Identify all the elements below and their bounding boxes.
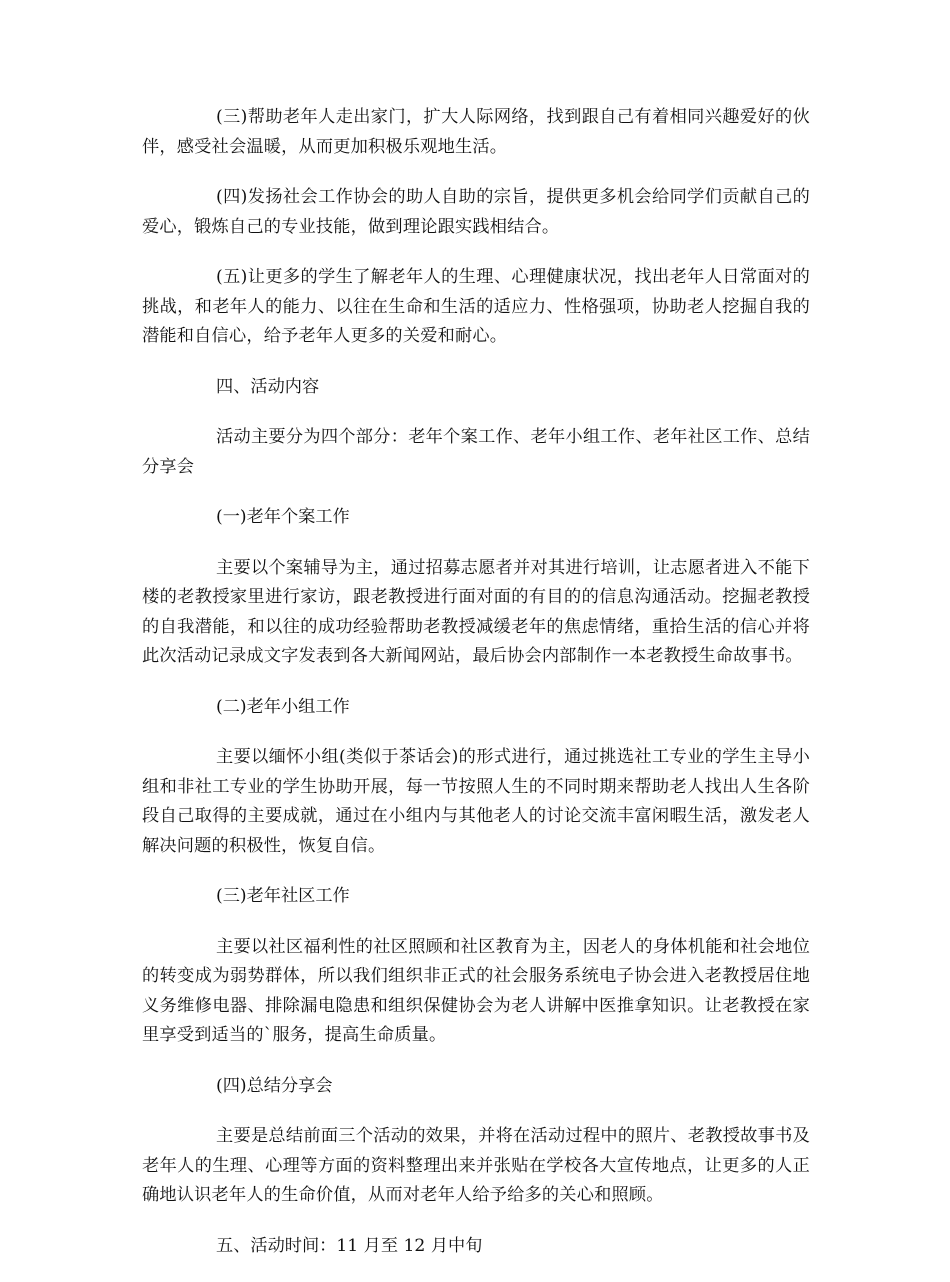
goal-3-paragraph: (三)帮助老年人走出家门，扩大人际网络，找到跟自己有着相同兴趣爱好的伙伴，感受社会温暖，从而更加积极乐观地生活。: [142, 107, 810, 157]
goal-4-paragraph: (四)发扬社会工作协会的助人自助的宗旨，提供更多机会给同学们贡献自己的爱心，锻炼自己的专业技能，做到理论跟实践相结合。: [142, 187, 810, 237]
subsection-2-paragraph: 主要以缅怀小组(类似于茶话会)的形式进行，通过挑选社工专业的学生主导小组和非社工专业的学生协助开展，每一节按照人生的不同时期来帮助老人找出人生各阶段自己取得的主要成就，通过在小组内与其他老人的讨论交流丰富闲暇生活，激发老人解决问题的积极性，恢复自信。: [142, 747, 810, 856]
subsection-3-paragraph: 主要以社区福利性的社区照顾和社区教育为主，因老人的身体机能和社会地位的转变成为弱势群体，所以我们组织非正式的社会服务系统电子协会进入老教授居住地义务维修电器、排除漏电隐患和组织保健协会为老人讲解中医推拿知识。让老教授在家里享受到适当的`服务，提高生命质量。: [142, 936, 810, 1045]
document-page: [142, 103, 810, 1282]
section-4-heading: 四、活动内容: [216, 376, 320, 397]
subsection-1-heading: (一)老年个案工作: [216, 507, 350, 527]
content-intro-paragraph: 活动主要分为四个部分：老年个案工作、老年小组工作、老年社区工作、总结分享会: [142, 427, 810, 477]
subsection-2-heading: (二)老年小组工作: [216, 696, 350, 717]
subsection-4-heading: (四)总结分享会: [216, 1075, 333, 1096]
subsection-4-paragraph: 主要是总结前面三个活动的效果，并将在活动过程中的照片、老教授故事书及老年人的生理、心理等方面的资料整理出来并张贴在学校各大宣传地点，让更多的人正确地认识老年人的生命价值，从而对老年人给予给多的关心和照顾。: [142, 1126, 810, 1205]
section-5-heading: 五、活动时间：11 月至 12 月中旬: [216, 1235, 483, 1256]
goal-5-paragraph: (五)让更多的学生了解老年人的生理、心理健康状况，找出老年人日常面对的挑战，和老年人的能力、以往在生命和生活的适应力、性格强项，协助老人挖掘自我的潜能和自信心，给予老年人更多的关爱和耐心。: [142, 267, 810, 346]
subsection-1-paragraph: 主要以个案辅导为主，通过招募志愿者并对其进行培训，让志愿者进入不能下楼的老教授家里进行家访，跟老教授进行面对面的有目的的信息沟通活动。挖掘老教授的自我潜能，和以往的成功经验帮助老教授减缓老年的焦虑情绪，重拾生活的信心并将此次活动记录成文字发表到各大新闻网站，最后协会内部制作一本老教授生命故事书。: [142, 557, 810, 666]
subsection-3-heading: (三)老年社区工作: [216, 886, 350, 906]
